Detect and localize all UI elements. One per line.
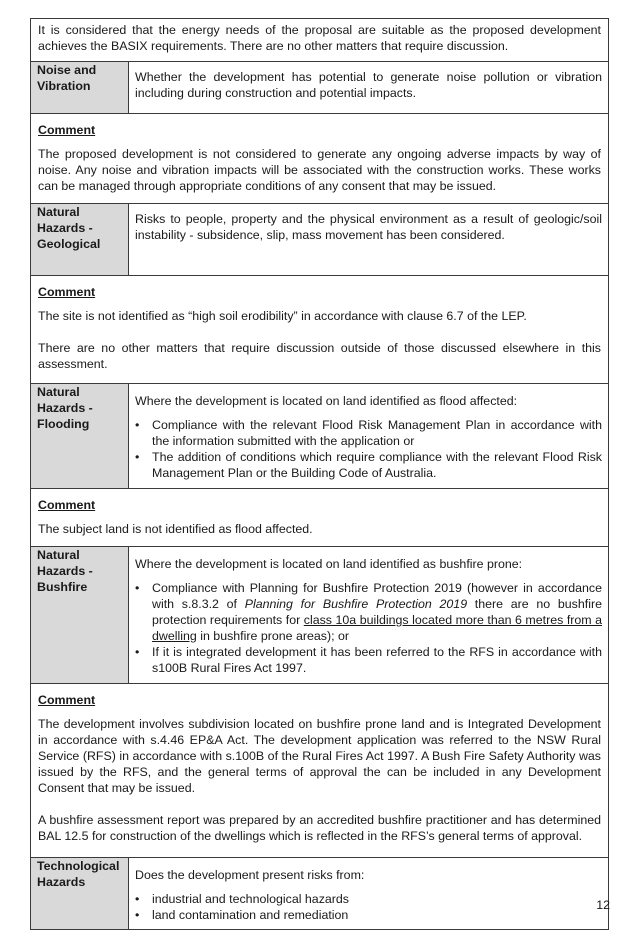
bushfire-row [31,547,609,684]
geological-comment-row [31,276,609,384]
bullet-icon: • [135,908,140,922]
bushfire-intro: Where the development is located on land identified as bushfire prone: [135,557,523,571]
intro-row [31,19,609,62]
geological-description: Risks to people, property and the physical environment as a result of geologic/soil instability - subsidence, slip, mass movement has been considered. [129,204,609,276]
bushfire-comment-text-1: The development involves subdivision located on bushfire prone land and is Integrated Development in accordance with s.4.46 EP&A Act. The development application was referred to the NSW Rural Service (RFS) in accordance with s.100B of the Rural Fires Act 1997. A Bush Fire Safety Authority was issued by the RFS, and the general terms of approval the can be included in any Development Consent that may be issued. [38,717,601,795]
list-item: • Compliance with the relevant Flood Risk Management Plan in accordance with the information submitted with the application or [135,418,602,448]
flooding-intro: Where the development is located on land identified as flood affected: [135,394,518,408]
technological-list [135,891,602,923]
bullet-icon: • [135,645,140,659]
bushfire-list [135,580,602,676]
list-item: • industrial and technological hazards [135,892,349,906]
geological-comment-text-1: The site is not identified as “high soil erodibility” in accordance with clause 6.7 of the LEP. [38,309,527,323]
bullet-icon: • [135,450,140,464]
geological-label: Natural Hazards - Geological [31,204,129,276]
page-number: 12 [596,898,610,912]
flooding-comment-text: The subject land is not identified as flood affected. [38,522,313,536]
geological-comment-text-2: There are no other matters that require discussion outside of those discussed elsewhere in this assessment. [38,341,601,371]
flooding-comment-heading: Comment [38,498,96,512]
list-item: • Compliance with Planning for Bushfire Protection 2019 (however in accordance with s.8.3.2 of Planning for Bushfire Protection 2019 there are no bushfire protection requirements for class 10a buildings located more than 6 metres from a dwelling in bushfire prone areas); or [135,581,603,643]
class-10a-text: class 10a buildings located more than 6 metres from a dwelling [152,613,603,643]
assessment-table [30,18,609,930]
noise-comment-heading: Comment [38,123,96,137]
list-item: • land contamination and remediation [135,908,349,922]
noise-comment-text: The proposed development is not considered to generate any ongoing adverse impacts by way of noise. Any noise and vibration impacts will be associated with the construction works. These works can be managed through appropriate conditions of any consent that may be issued. [38,147,601,193]
flooding-row [31,384,609,489]
technological-row [31,858,609,930]
bushfire-label: Natural Hazards - Bushfire [31,547,129,684]
geological-comment-heading: Comment [38,285,96,299]
noise-description: Whether the development has potential to generate noise pollution or vibration including during construction and potential impacts. [129,62,609,114]
bullet-icon: • [135,418,140,432]
flooding-list [135,417,602,481]
bushfire-comment-row [31,684,609,858]
bullet-icon: • [135,892,140,906]
intro-text: It is considered that the energy needs of the proposal are suitable as the proposed development achieves the BASIX requirements. There are no other matters that require discussion. [38,23,601,53]
list-item: • The addition of conditions which require compliance with the relevant Flood Risk Management Plan or the Building Code of Australia. [135,450,602,480]
technological-label: Technological Hazards [31,858,129,930]
pbp-title: Planning for Bushfire Protection 2019 [244,597,468,611]
noise-comment-row [31,114,609,204]
bushfire-comment-heading: Comment [38,693,96,707]
document-page [30,18,609,930]
bullet-icon: • [135,581,140,595]
noise-row [31,62,609,114]
flooding-comment-row [31,489,609,547]
noise-label: Noise and Vibration [31,62,129,114]
list-item: • If it is integrated development it has been referred to the RFS in accordance with s100B Rural Fires Act 1997. [135,645,602,675]
geological-row [31,204,609,276]
flooding-label: Natural Hazards - Flooding [31,384,129,489]
bushfire-comment-text-2: A bushfire assessment report was prepared by an accredited bushfire practitioner and has determined BAL 12.5 for construction of the dwellings which is reflected in the RFS’s general terms of approval. [38,813,601,843]
technological-intro: Does the development present risks from: [135,868,365,882]
